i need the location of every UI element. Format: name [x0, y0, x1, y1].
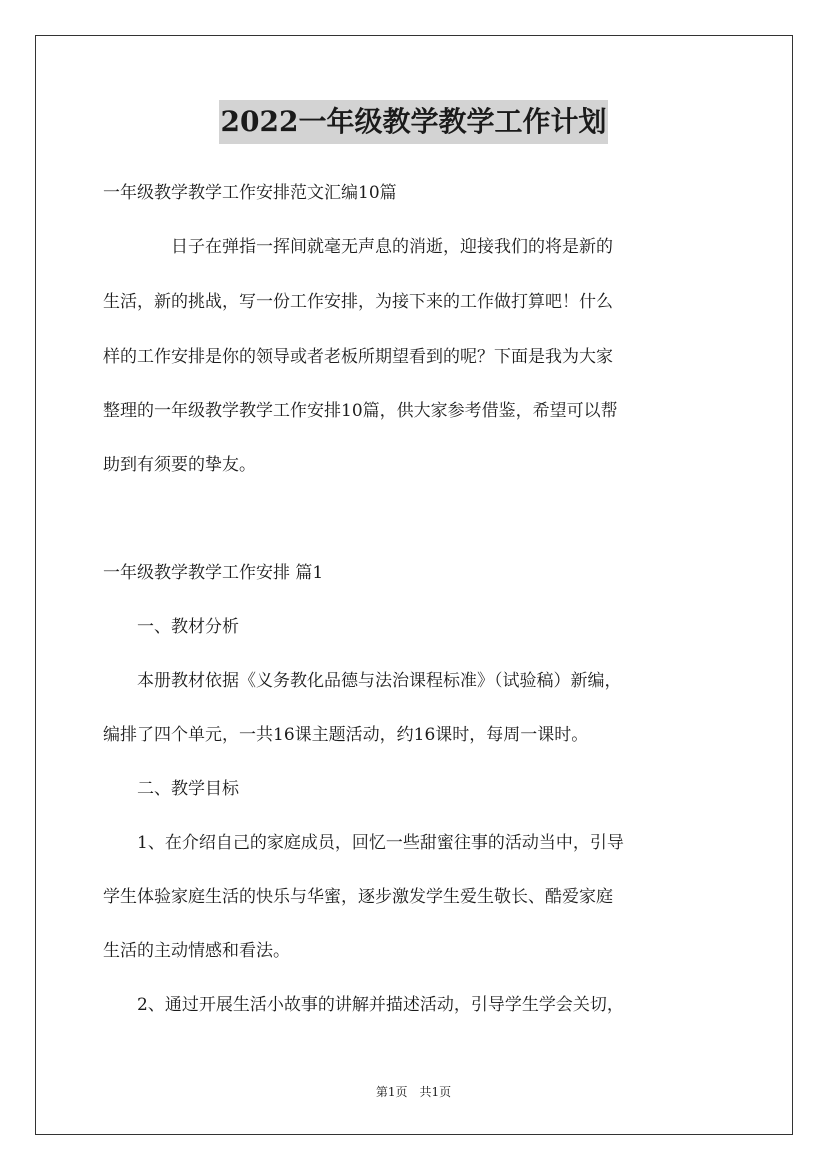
body-line: 编排了四个单元，一共16课主题活动，约16课时，每周一课时。 [103, 725, 589, 745]
subtitle-line: 一年级教学教学工作安排范文汇编10篇 [103, 183, 397, 203]
subsection-heading: 一、教材分析 [103, 617, 239, 637]
body-line: 生活，新的挑战，写一份工作安排，为接下来的工作做打算吧！什么 [103, 292, 613, 312]
body-line: 2、通过开展生活小故事的讲解并描述活动，引导学生学会关切， [103, 995, 624, 1015]
body-line: 日子在弹指一挥间就毫无声息的消逝，迎接我们的将是新的 [103, 237, 613, 257]
subsection-heading: 二、教学目标 [103, 779, 239, 799]
page-footer: 第1页 共1页 [375, 1085, 452, 1099]
body-line: 1、在介绍自己的家庭成员，回忆一些甜蜜往事的活动当中，引导 [103, 833, 624, 853]
document-title: 2022一年级教学教学工作计划 [219, 100, 609, 144]
section-heading: 一年级教学教学工作安排 篇1 [103, 563, 324, 583]
body-line: 生活的主动情感和看法。 [103, 941, 290, 961]
body-line: 样的工作安排是你的领导或者老板所期望看到的呢？下面是我为大家 [103, 347, 613, 367]
body-line: 本册教材依据《义务教化品德与法治课程标准》（试验稿）新编， [103, 671, 622, 691]
title-container [0, 100, 827, 144]
body-line: 学生体验家庭生活的快乐与华蜜，逐步激发学生爱生敬长、酷爱家庭 [103, 887, 613, 907]
body-line: 整理的一年级教学教学工作安排10篇，供大家参考借鉴，希望可以帮 [103, 401, 618, 421]
body-line: 助到有须要的挚友。 [103, 455, 256, 475]
